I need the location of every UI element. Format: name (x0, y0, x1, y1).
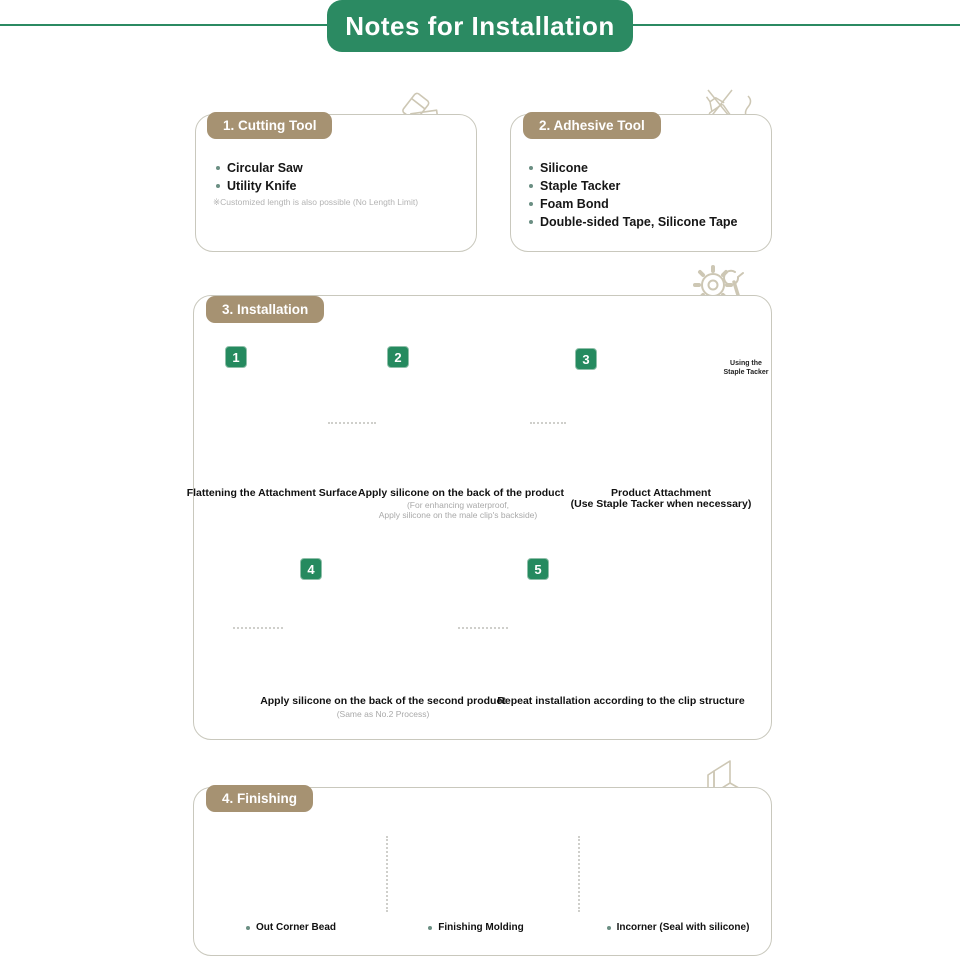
finishing-caption (191, 922, 391, 933)
step-badge-2: 2 (387, 346, 409, 368)
bullet-icon (216, 184, 220, 188)
step4-caption: Apply silicone on the back of the second product (260, 695, 506, 707)
list-item-label: Silicone (540, 161, 588, 175)
finishing-caption (376, 922, 576, 933)
dotted-separator (458, 627, 508, 629)
dotted-separator (328, 422, 376, 424)
adhesive-tool-list (529, 159, 738, 231)
step-badge-3: 3 (575, 348, 597, 370)
step4-subcaption: (Same as No.2 Process) (336, 709, 430, 719)
bullet-icon (529, 166, 533, 170)
bullet-icon (216, 166, 220, 170)
list-item-label: Circular Saw (227, 161, 303, 175)
dotted-separator (233, 627, 283, 629)
list-item (529, 159, 738, 177)
finishing-label: 4. Finishing (206, 785, 313, 812)
installation-label: 3. Installation (206, 296, 324, 323)
list-item (529, 195, 738, 213)
dashed-separator (386, 836, 388, 912)
finishing-caption-label: Out Corner Bead (255, 922, 336, 933)
annotation-line: Staple Tacker (723, 368, 769, 376)
step-badge-5: 5 (527, 558, 549, 580)
dashed-separator (578, 836, 580, 912)
step-badge-4: 4 (300, 558, 322, 580)
list-item-label: Utility Knife (227, 179, 297, 193)
bullet-icon (246, 926, 250, 930)
page-title: Notes for Installation (345, 10, 615, 41)
list-item (216, 177, 303, 195)
list-item (529, 177, 738, 195)
cutting-tool-label: 1. Cutting Tool (207, 112, 332, 139)
step1-caption: Flattening the Attachment Surface (186, 487, 358, 499)
bullet-icon (607, 926, 611, 930)
dotted-separator (530, 422, 566, 424)
step5-caption: Repeat installation according to the clip structure (497, 695, 745, 707)
finishing-caption (578, 922, 778, 933)
annotation-line: Using the (730, 360, 762, 367)
step2-subcaption: Apply silicone on the male clip's backside) (378, 510, 538, 520)
step2-subcaption: (For enhancing waterproof, (406, 500, 510, 510)
list-item-label: Staple Tacker (540, 179, 621, 193)
page-title-banner (327, 0, 633, 52)
step-badge-1: 1 (225, 346, 247, 368)
step3-caption2: (Use Staple Tacker when necessary) (570, 498, 752, 510)
bullet-icon (428, 926, 432, 930)
step2-caption: Apply silicone on the back of the product (358, 487, 564, 499)
cutting-tool-note: ※Customized length is also possible (No Length Limit) (213, 197, 419, 207)
step3-annotation (720, 360, 772, 377)
list-item-label: Double-sided Tape, Silicone Tape (540, 215, 738, 229)
step3-caption: Product Attachment (611, 487, 711, 499)
finishing-caption-label: Finishing Molding (438, 922, 524, 933)
adhesive-tool-label: 2. Adhesive Tool (523, 112, 661, 139)
list-item (216, 159, 303, 177)
list-item-label: Foam Bond (540, 197, 609, 211)
finishing-caption-label: Incorner (Seal with silicone) (616, 922, 750, 933)
bullet-icon (529, 220, 533, 224)
list-item (529, 213, 738, 231)
bullet-icon (529, 184, 533, 188)
bullet-icon (529, 202, 533, 206)
cutting-tool-list (216, 159, 303, 195)
